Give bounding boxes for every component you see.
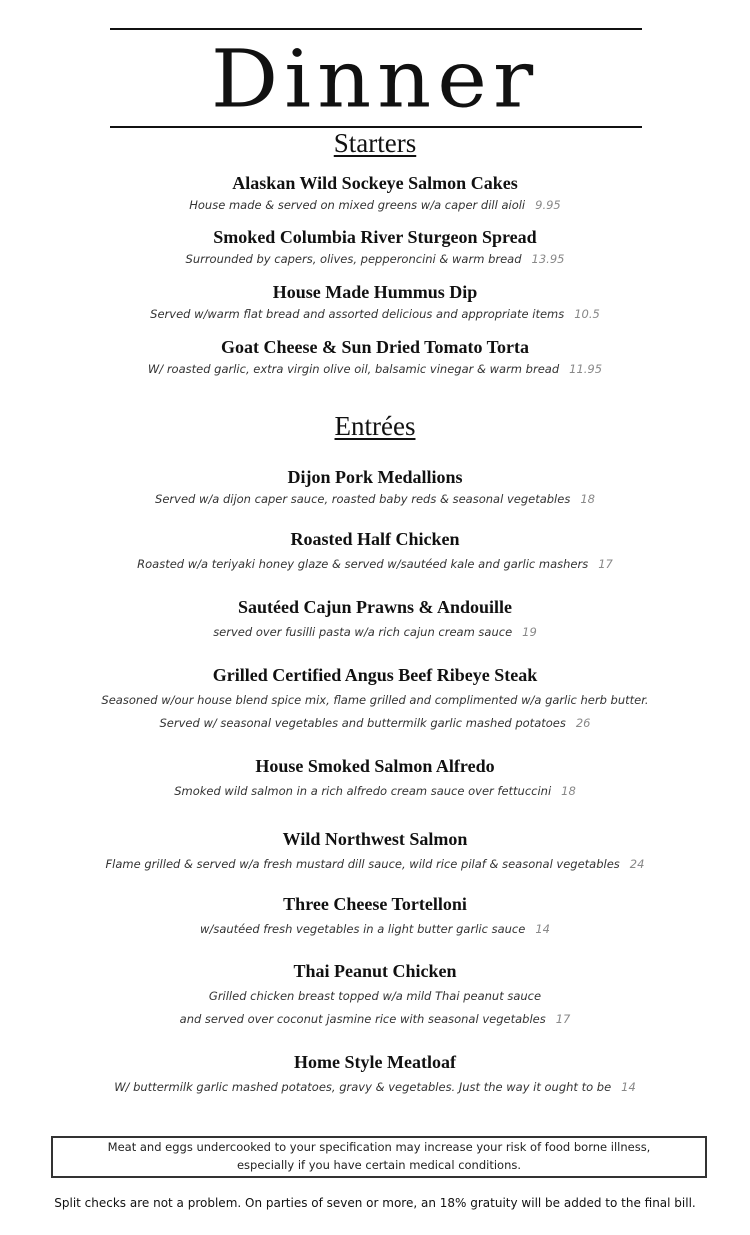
item-name: Sautéed Cajun Prawns & Andouille (237, 597, 513, 617)
item-name: Grilled Certified Angus Beef Ribeye Steak (212, 665, 538, 685)
item-desc: Served w/a dijon caper sauce, roasted baby reds & seasonal vegetables (155, 492, 571, 506)
item-name: Dijon Pork Medallions (287, 467, 463, 487)
menu-item (0, 528, 750, 576)
item-desc: Surrounded by capers, olives, pepperoncini & warm bread (185, 252, 522, 266)
gratuity-footer: Split checks are not a problem. On parties of seven or more, an 18% gratuity will be added to the final bill. (54, 1196, 696, 1210)
menu-item (0, 172, 750, 217)
item-price: 18 (561, 784, 576, 798)
food-safety-notice (51, 1136, 707, 1178)
item-price: 17 (555, 1012, 571, 1026)
item-name: Three Cheese Tortelloni (283, 894, 467, 914)
item-desc-line2: Served w/ seasonal vegetables and buttermilk garlic mashed potatoes (159, 716, 566, 730)
menu-title: Dinner (210, 32, 540, 126)
item-price: 14 (535, 922, 550, 936)
item-price: 24 (629, 857, 645, 871)
menu-item (0, 596, 750, 644)
menu-item (0, 336, 750, 381)
menu-item (0, 755, 750, 803)
item-desc: Seasoned w/our house blend spice mix, flame grilled and complimented w/a garlic herb butter. (101, 693, 649, 707)
notice-line-1: Meat and eggs undercooked to your specification may increase your risk of food borne illness, (107, 1140, 651, 1154)
menu-item (0, 466, 750, 511)
item-desc: W/ roasted garlic, extra virgin olive oil, balsamic vinegar & warm bread (147, 362, 560, 376)
item-name: Roasted Half Chicken (290, 529, 460, 549)
item-desc: w/sautéed fresh vegetables in a light butter garlic sauce (200, 922, 526, 936)
item-name: Goat Cheese & Sun Dried Tomato Torta (220, 337, 530, 357)
top-rule (110, 28, 642, 30)
item-name: House Made Hummus Dip (272, 282, 478, 302)
item-price: 13.95 (531, 252, 565, 266)
item-name: Smoked Columbia River Sturgeon Spread (213, 227, 537, 247)
item-name: Thai Peanut Chicken (293, 961, 457, 981)
item-price: 19 (522, 625, 537, 639)
item-desc-line2: and served over coconut jasmine rice with seasonal vegetables (179, 1012, 546, 1026)
menu-item (0, 1051, 750, 1099)
item-desc: Grilled chicken breast topped w/a mild Thai peanut sauce (208, 989, 542, 1003)
item-desc: Smoked wild salmon in a rich alfredo cream sauce over fettuccini (174, 784, 552, 798)
item-price: 10.5 (574, 307, 600, 321)
menu-item (0, 281, 750, 326)
item-desc: Flame grilled & served w/a fresh mustard dill sauce, wild rice pilaf & seasonal vegetables (105, 857, 620, 871)
item-desc: House made & served on mixed greens w/a caper dill aioli (189, 198, 526, 212)
item-price: 17 (598, 557, 613, 571)
item-name: Home Style Meatloaf (294, 1052, 456, 1072)
item-price: 26 (575, 716, 591, 730)
item-price: 18 (580, 492, 595, 506)
menu-item (0, 893, 750, 941)
menu-item (0, 828, 750, 876)
item-desc: served over fusilli pasta w/a rich cajun cream sauce (213, 625, 513, 639)
item-desc: W/ buttermilk garlic mashed potatoes, gravy & vegetables. Just the way it ought to be (114, 1080, 612, 1094)
item-name: Alaskan Wild Sockeye Salmon Cakes (232, 173, 518, 193)
notice-line-2: especially if you have certain medical conditions. (236, 1158, 522, 1172)
item-price: 14 (621, 1080, 636, 1094)
menu-item (0, 960, 750, 1031)
item-price: 11.95 (569, 362, 603, 376)
menu-item (0, 664, 750, 735)
entrees-heading: Entrées (334, 411, 416, 441)
item-price: 9.95 (535, 198, 561, 212)
item-name: Wild Northwest Salmon (282, 829, 468, 849)
item-desc: Served w/warm flat bread and assorted delicious and appropriate items (150, 307, 565, 321)
item-desc: Roasted w/a teriyaki honey glaze & served w/sautéed kale and garlic mashers (137, 557, 589, 571)
menu-item (0, 226, 750, 271)
starters-heading: Starters (333, 128, 417, 158)
item-name: House Smoked Salmon Alfredo (255, 756, 495, 776)
